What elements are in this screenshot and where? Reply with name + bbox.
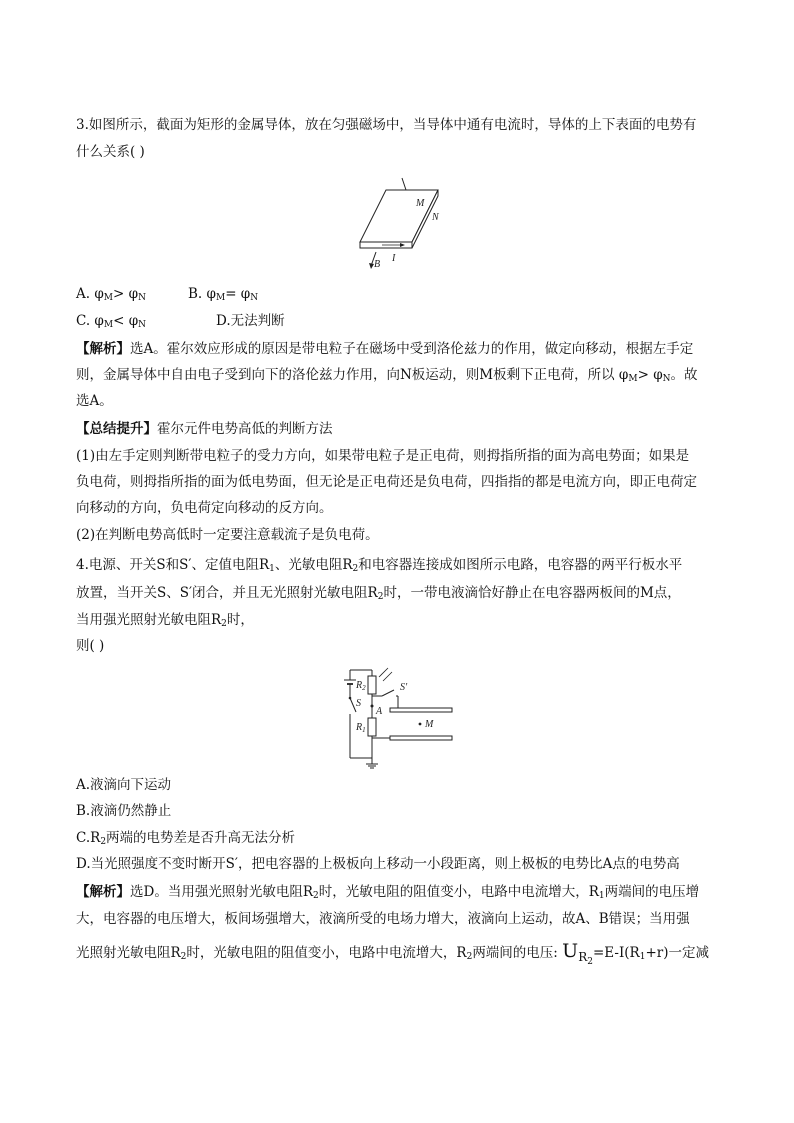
q4-option-b: B.液滴仍然静止 [76, 803, 172, 819]
summary-line4: (2)在判断电势高低时一定要注意载流子是负电荷。 [76, 527, 379, 543]
q4-option-c: $C.R_2$两端的电势差是否升高无法分析 [76, 830, 296, 847]
light-arrow-2 [383, 672, 392, 681]
q3-analysis-line3: 选A。 [76, 393, 113, 409]
q3-conductor-figure [352, 170, 452, 270]
switch-s-pivot [349, 697, 352, 700]
label-B: B [374, 259, 381, 270]
summary-heading: 【总结提升】霍尔元件电势高低的判断方法 [76, 421, 333, 437]
capacitor-upper-plate [390, 708, 452, 712]
q3-stem-line1: 3.如图所示，截面为矩形的金属导体，放在匀强磁场中，当导体中通有电流时，导体的上下表面的电势有 [76, 117, 697, 133]
droplet-m-dot [419, 723, 422, 726]
label-M: M [416, 198, 425, 209]
switch-s2-blade [382, 690, 394, 696]
r1-resistor [368, 718, 376, 736]
q4-option-a: A.液滴向下运动 [76, 777, 172, 793]
label-M: M [425, 719, 434, 730]
capacitor-lower-plate [390, 736, 452, 740]
label-N: N [432, 212, 439, 223]
summary-line2: 负电荷，则拇指所指的面为低电势面，但无论是正电荷还是负电荷，四指指的都是电流方向，即正电荷定 [76, 474, 697, 490]
label-S-prime: S′ [400, 682, 408, 693]
label-R1: $R_1$ [356, 722, 366, 734]
label-I: I [392, 253, 396, 264]
q4-stem-line3: 当用强光照射光敏电阻$R_2$时， [76, 612, 254, 629]
label-A: A [376, 706, 383, 717]
light-arrow-1 [379, 668, 388, 677]
q3-option-d: D.无法判断 [216, 313, 285, 329]
q3-option-b: B. $\varphi_M= \varphi_N$ [188, 286, 259, 303]
q3-option-c: C. $\varphi_M< \varphi_N$ [76, 313, 147, 330]
q4-analysis-line1: 【解析】选D。当用强光照射光敏电阻$R_2$时，光敏电阻的阻值变小，电路中电流增大，$R_1$两端间的电压增 [76, 884, 700, 901]
q3-analysis-line2: 则，金属导体中自由电子受到向下的洛伦兹力作用，向N板运动，则M板剩下正电荷，所以 $\varphi_M> \varphi_N$。故 [76, 367, 698, 384]
q3-option-a: A. $\varphi_M> \varphi_N$ [76, 286, 146, 303]
label-R2: $R_2$ [356, 680, 366, 692]
summary-line3: 向移动的方向，负电荷定向移动的反方向。 [76, 500, 333, 516]
u-r2-symbol: $U_{R2}$ [562, 940, 593, 967]
q3-stem-line2: 什么关系( ) [76, 144, 145, 160]
label-S: S [356, 698, 361, 709]
q3-analysis-line1: 【解析】选A。霍尔效应形成的原因是带电粒子在磁场中受到洛伦兹力的作用，做定向移动，根据左手定 [76, 341, 694, 357]
r2-resistor [368, 676, 376, 694]
q4-option-d: D.当光照强度不变时断开S′，把电容器的上极板向上移动一小段距离，则上极板的电势比A点的电势高 [76, 856, 680, 872]
q4-analysis-line2: 大，电容器的电压增大，板间场强增大，液滴所受的电场力增大，液滴向上运动，故A、B错误；当用强 [76, 911, 690, 927]
q4-stem-line4: 则( ) [76, 638, 105, 654]
q4-stem-line1: 4.电源、开关S和S′、定值电阻$R_1$、光敏电阻$R_2$和电容器连接成如图所示电路，电容器的两平行板水平 [76, 557, 683, 574]
q4-stem-line2: 放置，当开关S、S′闭合，并且无光照射光敏电阻$R_2$时，一带电液滴恰好静止在电容器两板间的M点， [76, 585, 681, 602]
summary-line1: (1)由左手定则判断带电粒子的受力方向，如果带电粒子是正电荷，则拇指所指的面为高电势面；如果是 [76, 448, 690, 464]
q4-circuit-figure [332, 662, 462, 774]
q4-analysis-line3: 光照射光敏电阻$R_2$时，光敏电阻的阻值变小，电路中电流增大，$R_2$两端间的电压: $U_{R2}=E-I(R_1+r)$一定减 [76, 940, 709, 967]
node-a-dot [371, 705, 374, 708]
